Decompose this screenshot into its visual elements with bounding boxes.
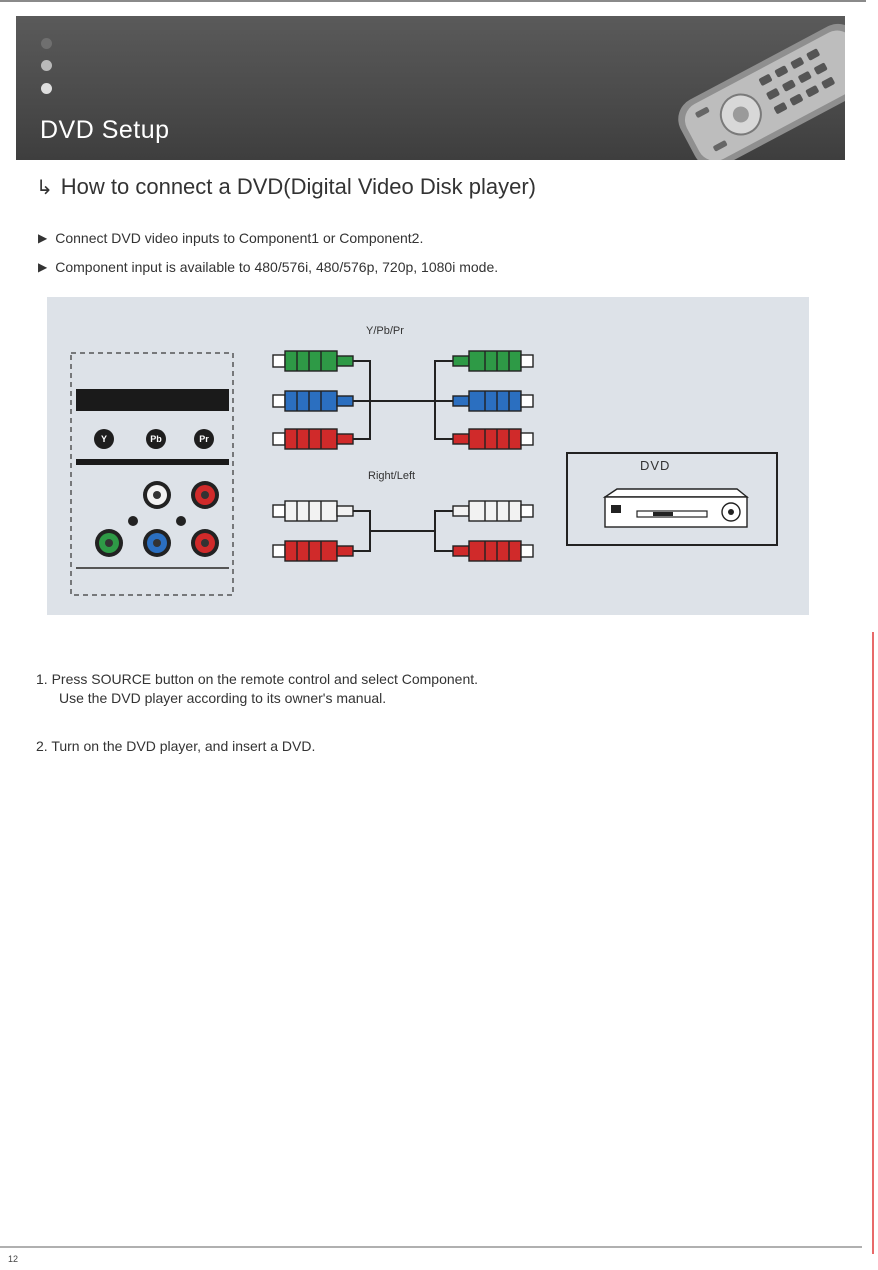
video-cable-label: Y/Pb/Pr — [366, 325, 404, 337]
rca-plug-icon — [273, 429, 353, 449]
page-title: DVD Setup — [40, 116, 170, 144]
bullet-item — [38, 259, 498, 275]
jack-label-y: Y — [94, 429, 114, 449]
step-1-line-1: 1. Press SOURCE button on the remote control and select Component. — [36, 671, 479, 687]
rca-plug-icon — [273, 391, 353, 411]
rca-plug-icon — [453, 391, 533, 411]
rca-plug-icon — [453, 541, 533, 561]
video-pr-jack-icon — [191, 529, 219, 557]
video-y-jack-icon — [95, 529, 123, 557]
top-rule — [0, 0, 866, 2]
diagram-drawing — [47, 297, 809, 615]
step-2 — [36, 737, 315, 756]
remote-control-icon — [655, 16, 845, 160]
jack-label-pr: Pr — [194, 429, 214, 449]
audio-cable-label: Right/Left — [368, 470, 416, 482]
section-heading — [36, 174, 536, 200]
jack-label-pb: Pb — [146, 429, 166, 449]
bullet-item — [38, 230, 423, 246]
footer-rule — [0, 1246, 862, 1248]
banner-dot — [41, 38, 52, 49]
triangle-bullet-icon: ▶ — [38, 231, 48, 245]
step-1 — [36, 670, 478, 708]
bullet-text: Connect DVD video inputs to Component1 or Component2. — [55, 230, 424, 246]
audio-white-jack-icon — [143, 481, 171, 509]
page-number: 12 — [8, 1254, 19, 1264]
step-1-line-2: Use the DVD player according to its owner's manual. — [59, 690, 387, 706]
connection-diagram — [47, 297, 809, 615]
turn-arrow-icon: ↳ — [36, 176, 53, 199]
bullet-text: Component input is available to 480/576i, 480/576p, 720p, 1080i mode. — [55, 259, 499, 275]
banner-dot — [41, 83, 52, 94]
dvd-device-label: DVD — [640, 458, 671, 473]
rca-plug-icon — [453, 351, 533, 371]
section-title-text: How to connect a DVD(Digital Video Disk player) — [60, 174, 536, 199]
right-margin-rule — [872, 632, 874, 1254]
rca-plug-icon — [453, 501, 533, 521]
rca-plug-icon — [273, 541, 353, 561]
video-pb-jack-icon — [143, 529, 171, 557]
rca-plug-icon — [453, 429, 533, 449]
triangle-bullet-icon: ▶ — [38, 260, 48, 274]
rca-plug-icon — [273, 501, 353, 521]
banner-dot — [41, 60, 52, 71]
cable-lines — [353, 361, 453, 551]
rca-plug-icon — [273, 351, 353, 371]
header-banner — [16, 16, 845, 160]
dvd-player-icon — [567, 453, 777, 545]
step-2-line-1: 2. Turn on the DVD player, and insert a DVD. — [36, 738, 316, 754]
tv-back-panel-icon — [71, 353, 233, 595]
audio-red-jack-icon — [191, 481, 219, 509]
